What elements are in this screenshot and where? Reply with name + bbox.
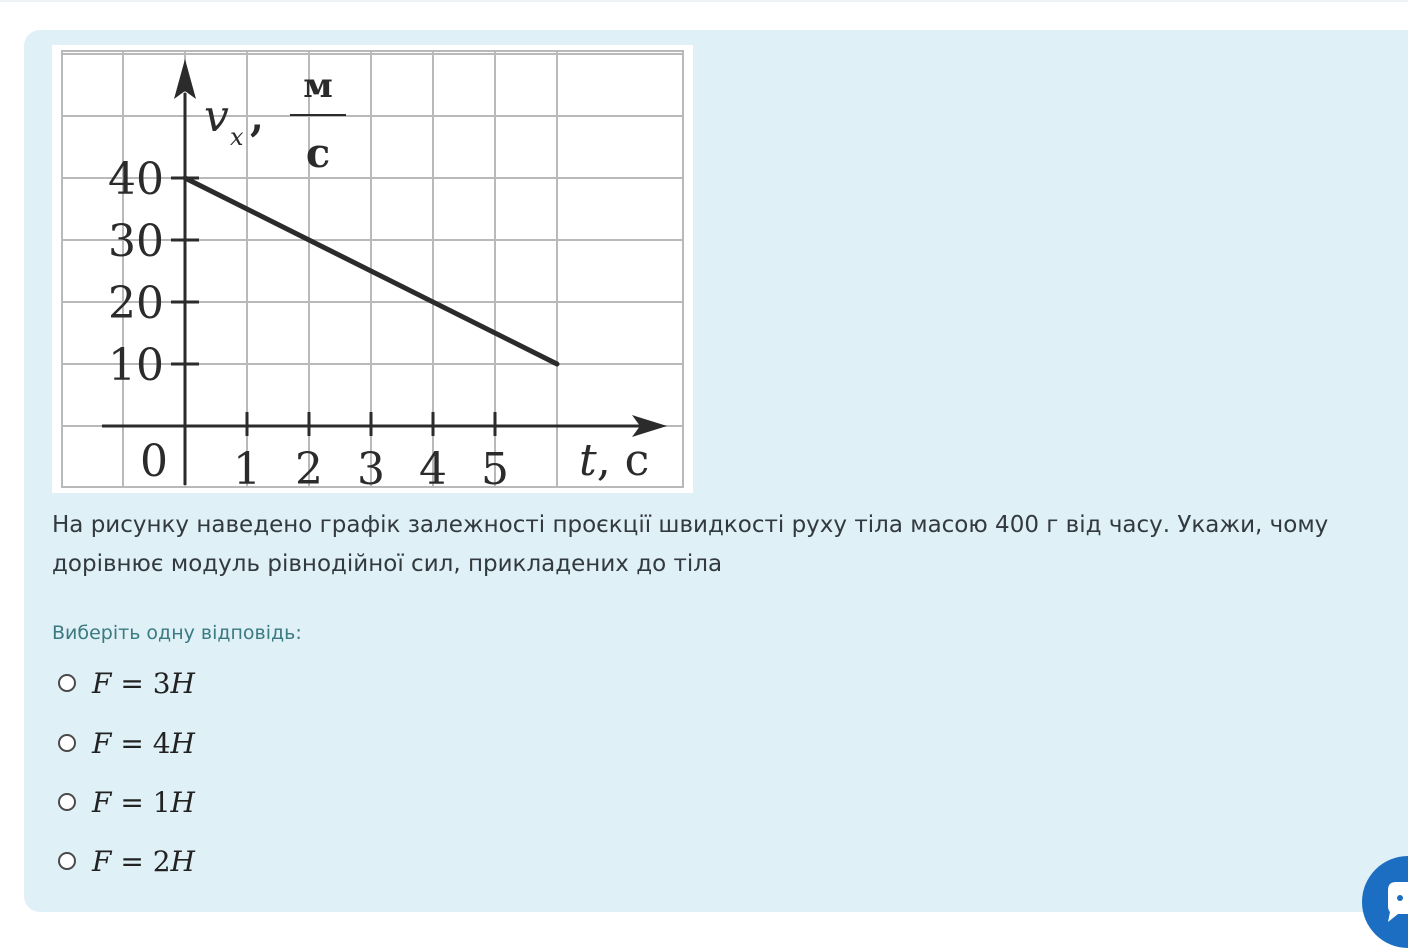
velocity-time-graph: [52, 45, 693, 493]
radio-button[interactable]: [58, 793, 76, 811]
radio-button[interactable]: [58, 734, 76, 752]
graph-svg: [52, 45, 693, 493]
answer-option-label: F = 1H: [92, 785, 195, 819]
answer-option-1[interactable]: [58, 653, 458, 713]
y-tick-label: 10: [108, 340, 164, 391]
x-tick-label: 5: [481, 444, 509, 493]
question-text: На рисунку наведено графік залежності проєкції швидкості руху тіла масою 400 г від часу. Укажи, чому дорівнює модуль рівнодійної сил, прикладених до тіла: [52, 512, 1329, 577]
y-tick-label: 30: [108, 216, 164, 267]
x-axis-label: t, с: [579, 435, 650, 486]
answer-option-label: F = 4H: [92, 726, 195, 760]
answer-option-3[interactable]: [58, 772, 458, 832]
y-tick-label: 20: [108, 278, 164, 329]
y-axis-label-comma: ,: [250, 94, 264, 141]
y-axis-unit-denominator: с: [305, 130, 331, 177]
answer-option-2[interactable]: [58, 713, 458, 773]
top-divider: [0, 0, 1408, 2]
origin-label: 0: [140, 436, 168, 487]
x-tick-label: 3: [357, 444, 385, 493]
answer-option-4[interactable]: [58, 831, 458, 891]
y-axis-label-subscript: x: [230, 123, 244, 151]
x-tick-label: 1: [233, 444, 261, 493]
x-tick-label: 2: [295, 444, 323, 493]
radio-button[interactable]: [58, 674, 76, 692]
radio-button[interactable]: [58, 852, 76, 870]
answer-prompt: Виберіть одну відповідь:: [52, 622, 302, 644]
y-axis-label-symbol: v: [204, 91, 229, 142]
answer-option-label: F = 2H: [92, 844, 195, 878]
answer-option-label: F = 3H: [92, 666, 195, 700]
x-tick-label: 4: [419, 444, 447, 493]
chat-bubble-icon: [1380, 876, 1408, 926]
y-tick-label: 40: [108, 154, 164, 205]
y-axis-unit-numerator: м: [303, 66, 333, 106]
